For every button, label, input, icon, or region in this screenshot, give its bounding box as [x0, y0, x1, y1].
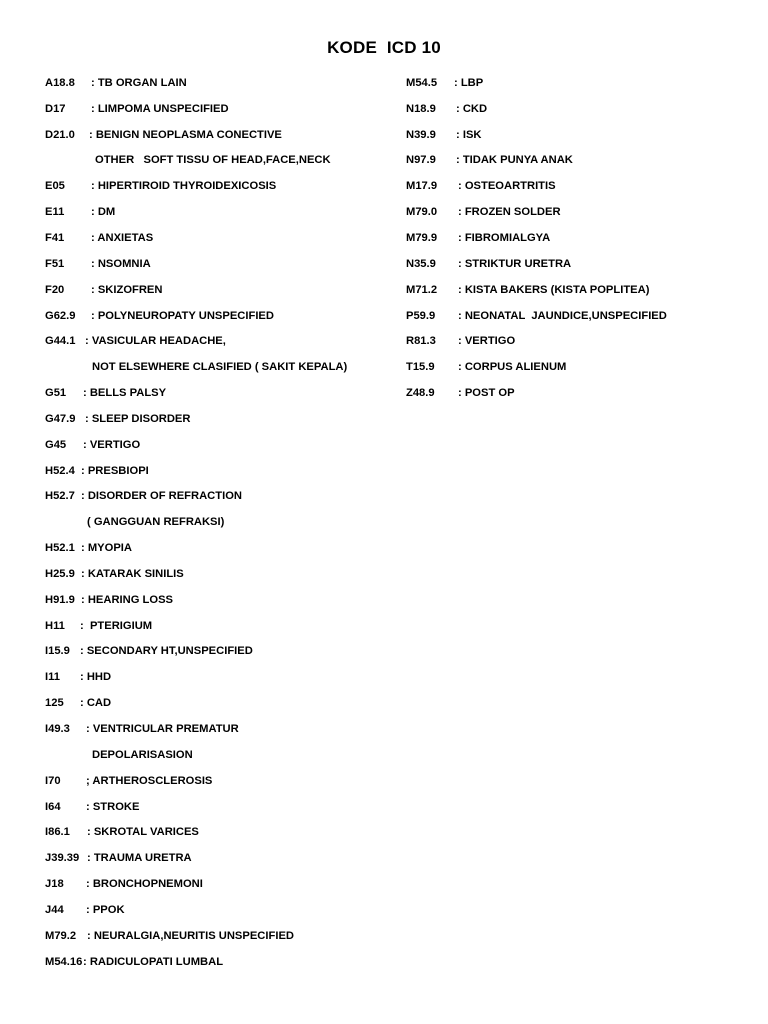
- icd-description: ( GANGGUAN REFRAKSI): [87, 516, 225, 529]
- icd-code: H52.7: [45, 490, 75, 503]
- icd-entry: [45, 819, 347, 845]
- icd-code: H52.1: [45, 542, 75, 555]
- icd-code: M71.2: [406, 283, 438, 296]
- icd-description: : LBP: [454, 76, 484, 89]
- icd-entry: [406, 303, 667, 329]
- icd-description: : NSOMNIA: [91, 257, 151, 270]
- icd-entry: [45, 716, 347, 742]
- icd-code: H25.9: [45, 567, 75, 580]
- icd-entry: [406, 277, 667, 303]
- page-title: KODE ICD 10: [327, 38, 441, 57]
- icd-entry: [45, 303, 347, 329]
- icd-code: D21.0: [45, 128, 75, 141]
- icd-description: : ISK: [456, 128, 482, 141]
- icd-code: A18.8: [45, 76, 75, 89]
- icd-code: G62.9: [45, 309, 76, 322]
- icd-entry: [45, 70, 347, 96]
- icd-entry: [45, 897, 347, 923]
- icd-code: M17.9: [406, 180, 438, 193]
- icd-code: F20: [45, 283, 65, 296]
- icd-code: I70: [45, 774, 61, 787]
- icd-code: F51: [45, 257, 65, 270]
- icd-code: I11: [45, 671, 60, 684]
- icd-description: : NEURALGIA,NEURITIS UNSPECIFIED: [87, 929, 294, 942]
- icd-entry: [45, 561, 347, 587]
- icd-code: E11: [45, 206, 65, 219]
- icd-description: : TIDAK PUNYA ANAK: [456, 154, 573, 167]
- icd-description: DEPOLARISASION: [92, 748, 193, 761]
- icd-entry: [45, 845, 347, 871]
- icd-description: : HEARING LOSS: [81, 593, 173, 606]
- icd-list-right: [406, 70, 667, 406]
- icd-code: T15.9: [406, 361, 435, 374]
- icd-entry: [45, 251, 347, 277]
- icd-description: : CAD: [80, 697, 112, 710]
- icd-description: : CKD: [456, 102, 488, 115]
- icd-entry: [406, 122, 667, 148]
- icd-description: : STROKE: [86, 800, 140, 813]
- icd-entry: [406, 173, 667, 199]
- icd-entry: [45, 199, 347, 225]
- icd-code: I86.1: [45, 826, 70, 839]
- icd-code: Z48.9: [406, 387, 435, 400]
- icd-description: : BRONCHOPNEMONI: [86, 878, 203, 891]
- icd-code: E05: [45, 180, 65, 193]
- icd-entry: [45, 122, 347, 148]
- icd-code: J18: [45, 878, 64, 891]
- icd-entry: [45, 328, 347, 354]
- icd-description: : OSTEOARTRITIS: [458, 180, 556, 193]
- icd-code: D17: [45, 102, 66, 115]
- icd-description: : HIPERTIROID THYROIDEXICOSIS: [91, 180, 277, 193]
- icd-code: P59.9: [406, 309, 436, 322]
- icd-code: F41: [45, 231, 65, 244]
- icd-description: : VENTRICULAR PREMATUR: [86, 723, 239, 736]
- icd-code: G45: [45, 438, 67, 451]
- icd-description: : POLYNEUROPATY UNSPECIFIED: [91, 309, 274, 322]
- icd-entry: [45, 432, 347, 458]
- icd-code: H11: [45, 619, 65, 632]
- icd-description: : LIMPOMA UNSPECIFIED: [91, 102, 229, 115]
- icd-description: : DISORDER OF REFRACTION: [81, 490, 242, 503]
- icd-description: : DM: [91, 206, 116, 219]
- icd-code: M79.9: [406, 231, 438, 244]
- icd-description: : FIBROMIALGYA: [458, 231, 551, 244]
- icd-entry: [45, 535, 347, 561]
- icd-description: : VERTIGO: [458, 335, 516, 348]
- icd-code: I15.9: [45, 645, 70, 658]
- icd-code: N18.9: [406, 102, 436, 115]
- icd-code: G51: [45, 387, 67, 400]
- icd-description: OTHER SOFT TISSU OF HEAD,FACE,NECK: [95, 154, 331, 167]
- icd-description: : SECONDARY HT,UNSPECIFIED: [80, 645, 253, 658]
- icd-entry: [406, 70, 667, 96]
- icd-description: : PTERIGIUM: [80, 619, 153, 632]
- icd-entry: [45, 690, 347, 716]
- icd-description: : POST OP: [458, 387, 515, 400]
- icd-description: NOT ELSEWHERE CLASIFIED ( SAKIT KEPALA): [92, 361, 348, 374]
- icd-code: G47.9: [45, 412, 76, 425]
- icd-code: N97.9: [406, 154, 436, 167]
- icd-description: ; ARTHEROSCLEROSIS: [86, 774, 213, 787]
- icd-entry: [45, 380, 347, 406]
- icd-entry: [406, 380, 667, 406]
- icd-description: : KATARAK SINILIS: [81, 567, 184, 580]
- icd-code: J39.39: [45, 852, 80, 865]
- icd-description: : TRAUMA URETRA: [87, 852, 192, 865]
- icd-entry: [45, 742, 347, 768]
- icd-entry: [45, 458, 347, 484]
- icd-description: : BENIGN NEOPLASMA CONECTIVE: [89, 128, 282, 141]
- icd-description: : VERTIGO: [83, 438, 141, 451]
- icd-entry: [45, 96, 347, 122]
- icd-entry: [45, 406, 347, 432]
- icd-description: : SKIZOFREN: [91, 283, 163, 296]
- icd-entry: [45, 225, 347, 251]
- icd-entry: [45, 354, 347, 380]
- icd-code: M54.5: [406, 76, 438, 89]
- icd-description: : SKROTAL VARICES: [87, 826, 199, 839]
- icd-entry: [45, 923, 347, 949]
- icd-entry: [406, 251, 667, 277]
- icd-description: : NEONATAL JAUNDICE,UNSPECIFIED: [458, 309, 667, 322]
- icd-list-left: [45, 70, 347, 975]
- icd-description: : RADICULOPATI LUMBAL: [83, 955, 224, 968]
- icd-description: : VASICULAR HEADACHE,: [85, 335, 226, 348]
- icd-description: : STRIKTUR URETRA: [458, 257, 572, 270]
- icd-description: : SLEEP DISORDER: [85, 412, 191, 425]
- icd-entry: [45, 277, 347, 303]
- icd-code: R81.3: [406, 335, 436, 348]
- icd-code: M79.2: [45, 929, 77, 942]
- icd-entry: [406, 354, 667, 380]
- icd-entry: [45, 768, 347, 794]
- icd-entry: [45, 664, 347, 690]
- icd-entry: [45, 794, 347, 820]
- icd-description: : PRESBIOPI: [81, 464, 149, 477]
- icd-entry: [45, 871, 347, 897]
- icd-entry: [406, 148, 667, 174]
- icd-entry: [45, 949, 347, 975]
- icd-description: : TB ORGAN LAIN: [91, 76, 187, 89]
- icd-code: N35.9: [406, 257, 436, 270]
- icd-entry: [406, 199, 667, 225]
- icd-code: 125: [45, 697, 64, 710]
- icd-description: : PPOK: [86, 903, 125, 916]
- icd-entry: [45, 148, 347, 174]
- icd-code: M79.0: [406, 206, 438, 219]
- icd-entry: [45, 509, 347, 535]
- icd-code: I64: [45, 800, 61, 813]
- icd-description: : BELLS PALSY: [83, 387, 167, 400]
- icd-description: : HHD: [80, 671, 112, 684]
- icd-code: J44: [45, 903, 64, 916]
- icd-description: : KISTA BAKERS (KISTA POPLITEA): [458, 283, 650, 296]
- icd-description: : FROZEN SOLDER: [458, 206, 561, 219]
- icd-code: H52.4: [45, 464, 75, 477]
- icd-description: : CORPUS ALIENUM: [458, 361, 567, 374]
- icd-description: : MYOPIA: [81, 542, 132, 555]
- icd-code: N39.9: [406, 128, 436, 141]
- icd-entry: [406, 225, 667, 251]
- icd-code: I49.3: [45, 723, 70, 736]
- icd-entry: [45, 639, 347, 665]
- icd-entry: [45, 173, 347, 199]
- icd-entry: [45, 613, 347, 639]
- icd-entry: [45, 484, 347, 510]
- icd-code: H91.9: [45, 593, 75, 606]
- icd-entry: [45, 587, 347, 613]
- icd-description: : ANXIETAS: [91, 231, 154, 244]
- icd-entry: [406, 328, 667, 354]
- icd-entry: [406, 96, 667, 122]
- icd-code: M54.16: [45, 955, 83, 968]
- icd-code: G44.1: [45, 335, 76, 348]
